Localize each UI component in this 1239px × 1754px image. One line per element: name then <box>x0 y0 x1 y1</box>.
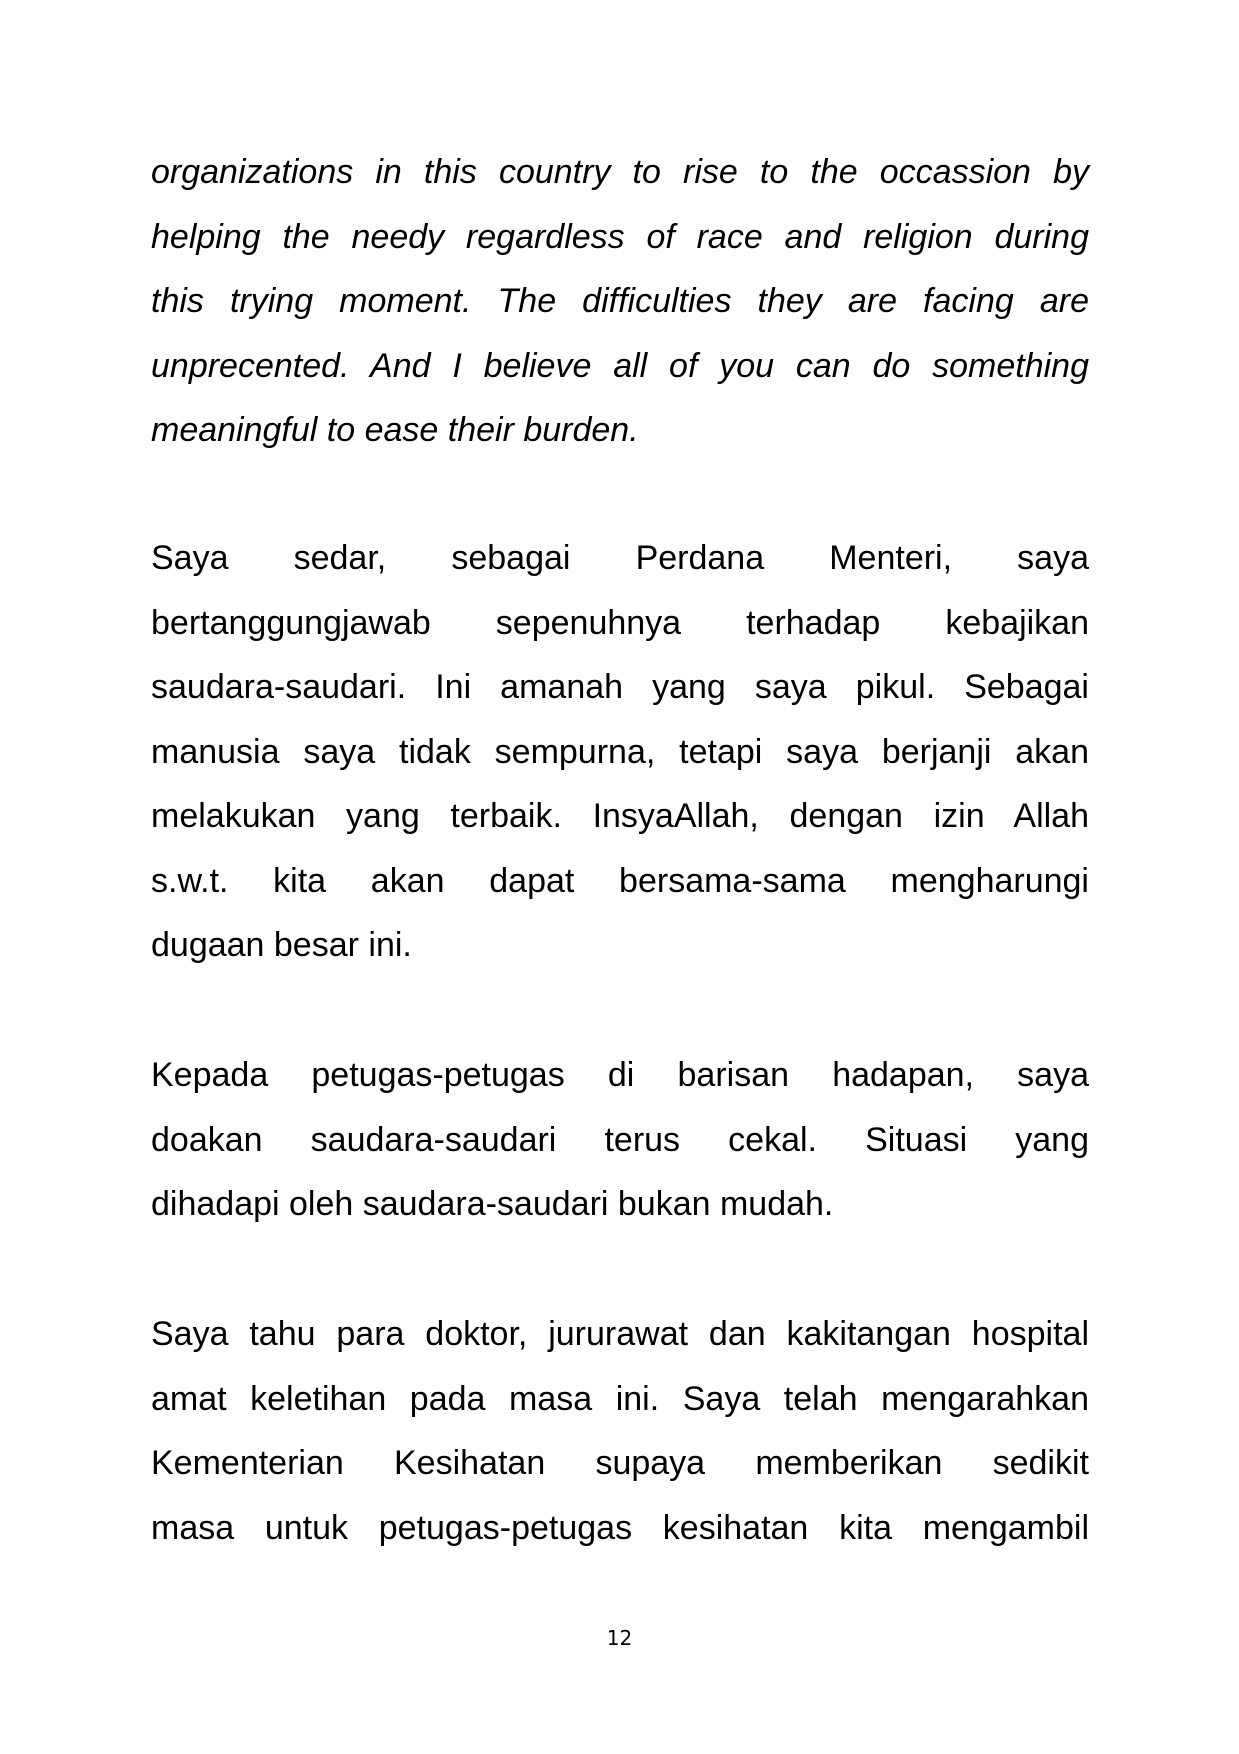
text-line: doakan saudara-saudari terus cekal. Situasi yang <box>151 1120 1089 1159</box>
text-line: saudara-saudari. Ini amanah yang saya pikul. Sebagai <box>151 668 1089 706</box>
text-line: Kementerian Kesihatan supaya memberikan sedikit <box>151 1444 1089 1482</box>
text-line: Saya sedar, sebagai Perdana Menteri, saya <box>151 539 1089 577</box>
paragraph-frontliners <box>151 1043 1089 1237</box>
text-line: helping the needy regardless of race and religion during <box>151 217 1089 256</box>
text-line: bertanggungjawab sepenuhnya terhadap kebajikan <box>151 603 1089 642</box>
paragraph-english-appeal <box>151 140 1089 463</box>
text-line: s.w.t. kita akan dapat bersama-sama mengharungi <box>151 861 1089 900</box>
text-line: dihadapi oleh saudara-saudari bukan mudah. <box>151 1185 834 1223</box>
paragraph-responsibility <box>151 526 1089 978</box>
text-line: dugaan besar ini. <box>151 926 412 964</box>
page-number: 12 <box>606 1626 633 1650</box>
text-line: unprecented. And I believe all of you can do something <box>151 346 1089 385</box>
text-line: melakukan yang terbaik. InsyaAllah, dengan izin Allah <box>151 797 1089 835</box>
text-line: amat keletihan pada masa ini. Saya telah mengarahkan <box>151 1379 1089 1418</box>
text-line: organizations in this country to rise to the occassion by <box>151 153 1089 191</box>
text-line: Saya tahu para doktor, jururawat dan kakitangan hospital <box>151 1315 1089 1353</box>
text-line: this trying moment. The difficulties they are facing are <box>151 282 1089 320</box>
paragraph-health-workers <box>151 1302 1089 1560</box>
text-line: meaningful to ease their burden. <box>151 411 639 449</box>
text-line: Kepada petugas-petugas di barisan hadapan, saya <box>151 1056 1089 1094</box>
text-line: masa untuk petugas-petugas kesihatan kita mengambil <box>151 1508 1089 1547</box>
text-line: manusia saya tidak sempurna, tetapi saya berjanji akan <box>151 732 1089 771</box>
